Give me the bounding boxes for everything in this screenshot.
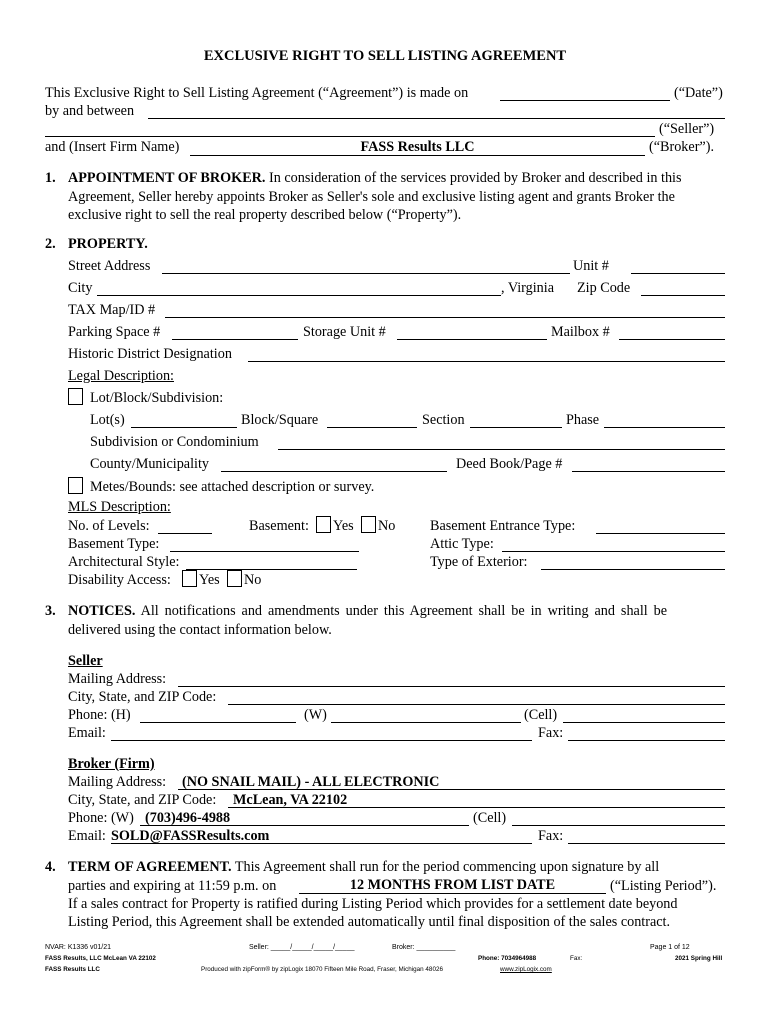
virginia-label: , Virginia [501, 280, 555, 296]
section-4-number: 4. [45, 859, 56, 875]
metes-bounds-checkbox[interactable] [68, 477, 83, 494]
disability-no-label: No [244, 572, 262, 588]
disability-label: Disability Access: [68, 572, 171, 588]
county-field[interactable] [221, 471, 447, 472]
footer-firm-line: FASS Results, LLC McLean VA 22102 [45, 955, 156, 962]
listing-period-value: 12 MONTHS FROM LIST DATE [349, 877, 556, 893]
footer-document-name: 2021 Spring Hill [675, 955, 723, 962]
intro-line: This Exclusive Right to Sell Listing Agreement (“Agreement”) is made on [45, 85, 469, 101]
parking-field[interactable] [172, 339, 298, 340]
taxmap-label: TAX Map/ID # [68, 302, 156, 318]
basement-no-label: No [378, 518, 396, 534]
zip-label: Zip Code [577, 280, 631, 296]
section-3-heading: NOTICES. [68, 603, 136, 619]
broker-notice-heading: Broker (Firm) [68, 756, 155, 772]
seller-notice-heading: Seller [68, 653, 103, 669]
broker-phone-value: (703)496-4988 [145, 810, 231, 826]
footer-firm-short: FASS Results LLC [45, 966, 100, 973]
date-label: (“Date”) [674, 85, 723, 101]
section-2-heading: PROPERTY. [68, 236, 148, 252]
seller-mailing-label: Mailing Address: [68, 671, 167, 687]
seller-phone-h-field[interactable] [140, 722, 296, 723]
footer-seller-initials: Seller: _____/_____/_____/_____ [249, 944, 355, 951]
attic-field[interactable] [502, 551, 725, 552]
footer-page-number: Page 1 of 12 [650, 944, 690, 951]
historic-field[interactable] [248, 361, 725, 362]
section-1-text-1: In consideration of the services provided by Broker and described in this [269, 170, 682, 186]
phase-field[interactable] [604, 427, 725, 428]
exterior-label: Type of Exterior: [430, 554, 528, 570]
broker-phone-label: Phone: (W) [68, 810, 134, 826]
section-4-text-2b: (“Listing Period”). [610, 878, 717, 894]
county-label: County/Municipality [90, 456, 210, 472]
basement-type-label: Basement Type: [68, 536, 160, 552]
parking-label: Parking Space # [68, 324, 161, 340]
seller-cell-label: (Cell) [524, 707, 558, 723]
basement-type-field[interactable] [170, 551, 359, 552]
subdivision-field[interactable] [278, 449, 725, 450]
subdivision-label: Subdivision or Condominium [90, 434, 259, 450]
seller-cell-field[interactable] [563, 722, 725, 723]
broker-mailing-label: Mailing Address: [68, 774, 167, 790]
section-4-text-1: This Agreement shall run for the period commencing upon signature by all [234, 859, 660, 875]
broker-label: (“Broker”). [649, 139, 714, 155]
seller-fax-label: Fax: [538, 725, 564, 741]
broker-csz-label: City, State, and ZIP Code: [68, 792, 217, 808]
basement-entrance-label: Basement Entrance Type: [430, 518, 576, 534]
levels-field[interactable] [158, 533, 212, 534]
deed-label: Deed Book/Page # [456, 456, 563, 472]
section-4-text-3: If a sales contract for Property is ratified during Listing Period which provides for a settlement date beyond [68, 896, 678, 912]
section-1-text-3: exclusive right to sell the real property described below (“Property”). [68, 207, 462, 223]
legal-description-label: Legal Description: [68, 368, 174, 384]
section-2-number: 2. [45, 236, 56, 252]
street-field[interactable] [162, 273, 570, 274]
seller-email-field[interactable] [111, 740, 532, 741]
broker-fax-field[interactable] [568, 843, 725, 844]
mailbox-field[interactable] [619, 339, 725, 340]
basement-yes-checkbox[interactable] [316, 516, 331, 533]
zip-field[interactable] [641, 295, 725, 296]
footer-phone: Phone: 7034964988 [478, 955, 537, 962]
seller-phone-w-label: (W) [304, 707, 327, 723]
broker-email-label: Email: [68, 828, 106, 844]
document-title: EXCLUSIVE RIGHT TO SELL LISTING AGREEMENT [203, 48, 567, 64]
historic-label: Historic District Designation [68, 346, 232, 362]
section-label: Section [422, 412, 465, 428]
section-4-text-4: Listing Period, this Agreement shall be extended automatically until final disposition of the sales contract. [68, 914, 671, 930]
footer-form-id: NVAR: K1336 v01/21 [45, 944, 112, 951]
seller-csz-label: City, State, and ZIP Code: [68, 689, 217, 705]
section-3-text-1: All notifications and amendments under this Agreement shall be in writing and shall be [140, 603, 668, 619]
broker-cell-label: (Cell) [473, 810, 507, 826]
section-1-text-2: Agreement, Seller hereby appoints Broker as Seller's sole and exclusive listing agent and grants Broker the [68, 189, 675, 205]
lots-label: Lot(s) [90, 412, 125, 428]
exterior-field[interactable] [541, 569, 725, 570]
footer-produced: Produced with zipForm® by zipLogix 18070 Fifteen Mile Road, Fraser, Michigan 48026 [201, 966, 443, 973]
seller-phone-w-field[interactable] [331, 722, 521, 723]
firm-name-field[interactable] [190, 155, 645, 156]
date-field[interactable] [500, 100, 670, 101]
section-1-number: 1. [45, 170, 56, 186]
section-4-heading: TERM OF AGREEMENT. [68, 859, 232, 875]
storage-label: Storage Unit # [303, 324, 386, 340]
section-1-heading: APPOINTMENT OF BROKER. [68, 170, 266, 186]
seller-csz-field[interactable] [228, 704, 725, 705]
mailbox-label: Mailbox # [551, 324, 610, 340]
firm-label: and (Insert Firm Name) [45, 139, 180, 155]
taxmap-field[interactable] [165, 317, 725, 318]
unit-label: Unit # [573, 258, 609, 274]
section-3-line-1 [68, 604, 667, 618]
unit-field[interactable] [631, 273, 725, 274]
section-3-text-2: delivered using the contact information below. [68, 622, 332, 638]
section-4-text-2a: parties and expiring at 11:59 p.m. on [68, 878, 277, 894]
arch-style-label: Architectural Style: [68, 554, 180, 570]
basement-yes-label: Yes [333, 518, 354, 534]
basement-entrance-field[interactable] [596, 533, 725, 534]
seller-mailing-field[interactable] [178, 686, 725, 687]
section-field[interactable] [470, 427, 562, 428]
lot-block-checkbox[interactable] [68, 388, 83, 405]
city-field[interactable] [97, 295, 501, 296]
seller-name-field-1[interactable] [148, 118, 725, 119]
footer-broker-initials: Broker: __________ [392, 944, 456, 951]
block-label: Block/Square [241, 412, 319, 428]
attic-label: Attic Type: [430, 536, 494, 552]
broker-csz-value: McLean, VA 22102 [233, 792, 348, 808]
seller-label: (“Seller”) [659, 121, 715, 137]
broker-mailing-value: (NO SNAIL MAIL) - ALL ELECTRONIC [182, 774, 440, 790]
basement-label: Basement: [249, 518, 309, 534]
lots-field[interactable] [131, 427, 237, 428]
broker-fax-label: Fax: [538, 828, 564, 844]
levels-label: No. of Levels: [68, 518, 150, 534]
basement-no-checkbox[interactable] [361, 516, 376, 533]
mls-description-label: MLS Description: [68, 499, 171, 515]
section-4-line-1 [68, 860, 659, 874]
broker-email-value: SOLD@FASSResults.com [111, 828, 270, 844]
seller-fax-field[interactable] [568, 740, 725, 741]
lot-block-label: Lot/Block/Subdivision: [90, 390, 224, 406]
metes-bounds-label: Metes/Bounds: see attached description or survey. [90, 479, 375, 495]
section-3-number: 3. [45, 603, 56, 619]
seller-name-field-2[interactable] [45, 136, 655, 137]
disability-yes-checkbox[interactable] [182, 570, 197, 587]
arch-style-field[interactable] [186, 569, 357, 570]
block-field[interactable] [327, 427, 417, 428]
deed-field[interactable] [572, 471, 725, 472]
disability-yes-label: Yes [199, 572, 220, 588]
seller-phone-h-label: Phone: (H) [68, 707, 131, 723]
footer-fax: Fax: [570, 955, 583, 962]
broker-cell-field[interactable] [512, 825, 725, 826]
disability-no-checkbox[interactable] [227, 570, 242, 587]
storage-field[interactable] [397, 339, 547, 340]
listing-period-field[interactable] [299, 893, 606, 894]
phase-label: Phase [566, 412, 600, 428]
footer-ziplogix-link[interactable]: www.zipLogix.com [500, 966, 552, 973]
seller-email-label: Email: [68, 725, 106, 741]
by-between-label: by and between [45, 103, 135, 119]
firm-name-value: FASS Results LLC [360, 139, 475, 155]
city-label: City [68, 280, 93, 296]
street-label: Street Address [68, 258, 151, 274]
section-1-line-1 [68, 171, 682, 185]
